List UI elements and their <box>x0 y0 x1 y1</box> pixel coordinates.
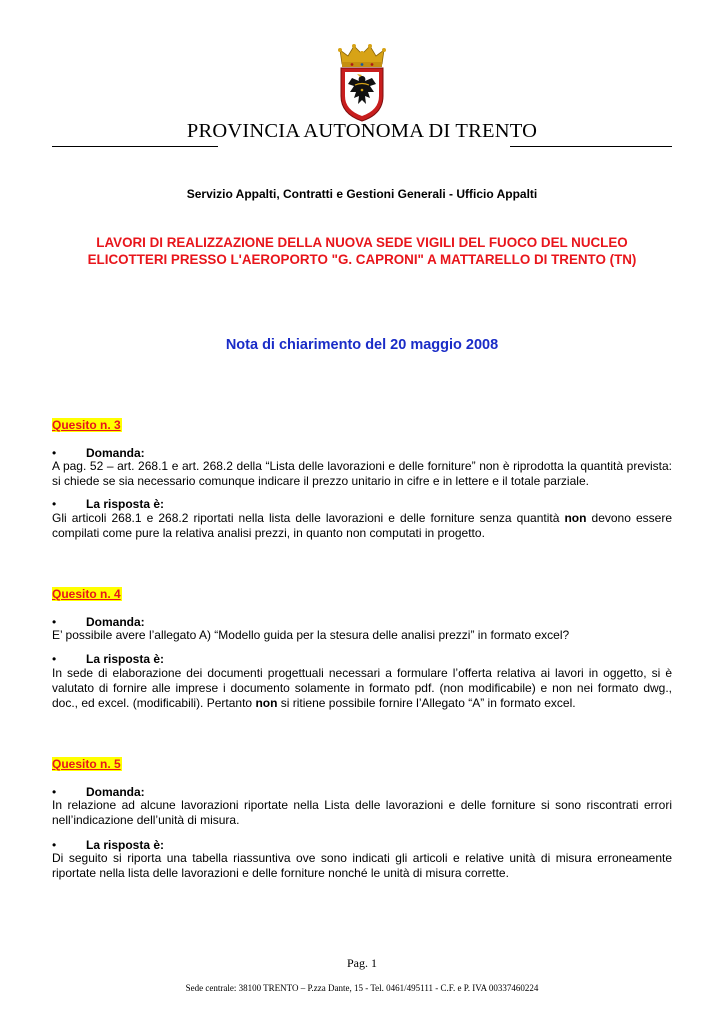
domanda-label-line <box>52 785 145 799</box>
domanda-text: A pag. 52 – art. 268.1 e art. 268.2 della “Lista delle lavorazioni e delle forniture” non è riprodotta la quantità prevista: si chiede se sia necessario comunque indicare il prezzo unitario in cifre e in lettere e il totale parziale. <box>52 459 672 488</box>
bullet: • <box>52 446 57 460</box>
office-name: Servizio Appalti, Contratti e Gestioni Generali - Ufficio Appalti <box>186 187 538 201</box>
subject-heading <box>52 234 672 268</box>
bullet: • <box>52 785 57 799</box>
risposta-label-line <box>52 652 164 666</box>
page-number: Pag. 1 <box>347 956 377 970</box>
risposta-label-line <box>52 497 164 511</box>
risposta-label: La risposta è: <box>86 652 165 666</box>
header-title: PROVINCIA AUTONOMA DI TRENTO <box>186 120 538 142</box>
trentino-coat-of-arms-icon <box>336 44 388 122</box>
quesito-title: Quesito n. 5 <box>52 757 121 771</box>
bullet: • <box>52 838 57 852</box>
risposta-text <box>52 666 672 711</box>
subject-line-1: LAVORI DI REALIZZAZIONE DELLA NUOVA SEDE VIGILI DEL FUOCO DEL NUCLEO <box>96 235 628 250</box>
quesito-title: Quesito n. 3 <box>52 418 121 432</box>
risposta-text-post: si ritiene possibile fornire l’Allegato “A” in formato excel. <box>277 696 576 710</box>
risposta-emphasis: non <box>564 511 587 525</box>
risposta-text-post: devono essere compilati come pure la relativa analisi prezzi, in quanto non computati in progetto. <box>52 511 672 540</box>
bullet: • <box>52 497 57 511</box>
subject-line-2: ELICOTTERI PRESSO L'AEROPORTO "G. CAPRONI" A MATTARELLO DI TRENTO (TN) <box>87 252 637 267</box>
domanda-label: Domanda: <box>86 785 145 799</box>
risposta-text-pre: Gli articoli 268.1 e 268.2 riportati nella lista delle lavorazioni e delle forniture senza quantità <box>52 511 565 525</box>
bullet: • <box>52 615 57 629</box>
note-title: Nota di chiarimento del 20 maggio 2008 <box>225 337 499 353</box>
domanda-text: E’ possibile avere l’allegato A) “Modello guida per la stesura delle analisi prezzi” in formato excel? <box>52 628 570 642</box>
header-rule-left <box>52 146 218 147</box>
risposta-label: La risposta è: <box>86 497 165 511</box>
risposta-text <box>52 851 672 881</box>
header-band <box>52 120 672 150</box>
domanda-label-line <box>52 615 145 629</box>
risposta-text <box>52 511 672 541</box>
bullet: • <box>52 652 57 666</box>
risposta-emphasis: non <box>255 696 278 710</box>
risposta-text-pre: In sede di elaborazione dei documenti progettuali necessari a formulare l’offerta relativa ai lavori in oggetto, si è valutato di fornire alle imprese i documento solamente in formato pdf. (non modificabile) e non nei formato dwg., doc., ed excel. (modificabili). Pertanto <box>52 666 672 710</box>
header-rule-right <box>510 146 672 147</box>
quesito-title: Quesito n. 4 <box>52 587 121 601</box>
risposta-label-line <box>52 838 164 852</box>
risposta-text-pre: Di seguito si riporta una tabella riassuntiva ove sono indicati gli articoli e relative unità di misura erroneamente riportate nella lista delle lavorazioni e delle forniture nonché le unità di misura corrette. <box>52 851 672 880</box>
domanda-label-line <box>52 446 145 460</box>
footer-address: Sede centrale: 38100 TRENTO – P.zza Dante, 15 - Tel. 0461/495111 - C.F. e P. IVA 00337460224 <box>185 983 539 993</box>
risposta-label: La risposta è: <box>86 838 165 852</box>
domanda-label: Domanda: <box>86 446 145 460</box>
domanda-label: Domanda: <box>86 615 145 629</box>
domanda-text: In relazione ad alcune lavorazioni riportate nella Lista delle lavorazioni e delle forniture si sono riscontrati errori nell’indicazione dell’unità di misura. <box>52 798 672 827</box>
